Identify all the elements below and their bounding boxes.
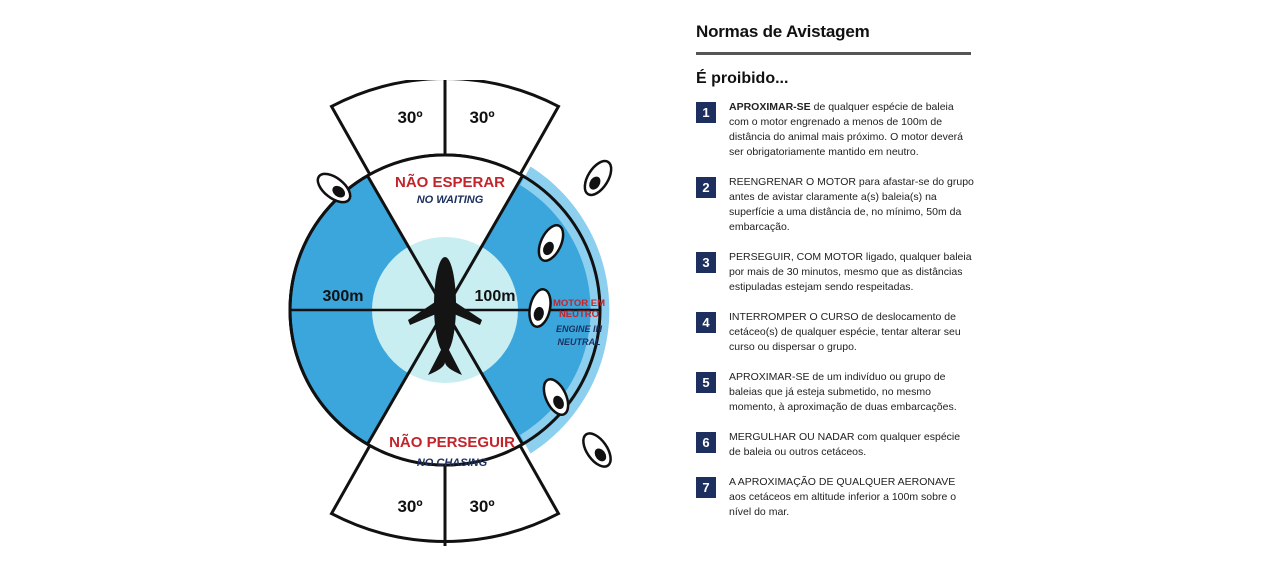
rule-number-badge: 7	[696, 477, 716, 498]
rule-text: A APROXIMAÇÃO DE QUALQUER AERONAVE aos cetáceos em altitude inferior a 100m sobre o nível do mar.	[729, 476, 957, 518]
boat-icon	[578, 429, 616, 472]
top-angle-right-label: 30º	[469, 108, 495, 127]
rules-panel	[696, 22, 986, 535]
boat-icon	[579, 157, 616, 200]
neutral-zone-label-line1: MOTOR EM	[552, 298, 606, 309]
bottom-angle-left-label: 30º	[397, 497, 423, 516]
rules-list	[696, 100, 986, 520]
neutral-zone-english-line1: ENGINE IN	[555, 324, 603, 334]
rule-number-badge: 1	[696, 102, 716, 123]
no-chasing-label: NÃO PERSEGUIR	[389, 434, 515, 451]
rule-text: REENGRENAR O MOTOR para afastar-se do grupo antes de avistar claramente a(s) baleia(s) na superfície a uma distância de, no mínimo, 50m da embarcação.	[729, 176, 974, 233]
no-waiting-english-label: NO WAITING	[416, 194, 484, 206]
rule-text: APROXIMAR-SE de um indivíduo ou grupo de baleias que já esteja submetido, no mesmo momento, à aproximação de duas embarcações.	[729, 371, 957, 413]
rule-bold-text: APROXIMAR-SE	[729, 101, 811, 113]
rule-item	[696, 475, 986, 520]
bottom-angle-right-label: 30º	[469, 497, 495, 516]
rule-text	[729, 100, 974, 160]
rule-number-badge: 3	[696, 252, 716, 273]
outer-radius-label: 300m	[322, 288, 364, 305]
no-waiting-label: NÃO ESPERAR	[394, 174, 506, 191]
neutral-zone-english-line2: NEUTRAL	[557, 337, 601, 347]
rule-item	[696, 250, 986, 295]
panel-title: Normas de Avistagem	[696, 22, 870, 41]
rule-item	[696, 370, 986, 415]
neutral-zone-label-line2: NEUTRO	[558, 309, 600, 320]
rule-item	[696, 175, 986, 235]
rule-body-text: de qualquer espécie de baleia com o motor engrenado a menos de 100m de distância do animal mais próximo. O motor deverá ser obrigatoriamente mantido em neutro.	[729, 101, 964, 158]
no-chasing-english-label: NO CHASING	[416, 457, 488, 469]
rule-number-badge: 5	[696, 372, 716, 393]
whale-watching-diagram	[270, 80, 670, 550]
inner-radius-label: 100m	[474, 288, 516, 305]
rule-item	[696, 430, 986, 460]
rule-text: PERSEGUIR, COM MOTOR ligado, qualquer baleia por mais de 30 minutos, mesmo que as distâncias estipuladas estejam sendo respeitadas.	[729, 251, 972, 293]
rule-item	[696, 100, 986, 160]
rule-number-badge: 6	[696, 432, 716, 453]
top-angle-left-label: 30º	[397, 108, 423, 127]
rule-text: INTERROMPER O CURSO de deslocamento de cetáceo(s) de qualquer espécie, tentar alterar seu curso ou dispersar o grupo.	[729, 311, 961, 353]
rule-number-badge: 2	[696, 177, 716, 198]
rule-text: MERGULHAR OU NADAR com qualquer espécie de baleia ou outros cetáceos.	[729, 431, 961, 458]
title-divider	[696, 52, 971, 55]
panel-subtitle: É proibido...	[696, 70, 789, 87]
rule-item	[696, 310, 986, 355]
rule-number-badge: 4	[696, 312, 716, 333]
